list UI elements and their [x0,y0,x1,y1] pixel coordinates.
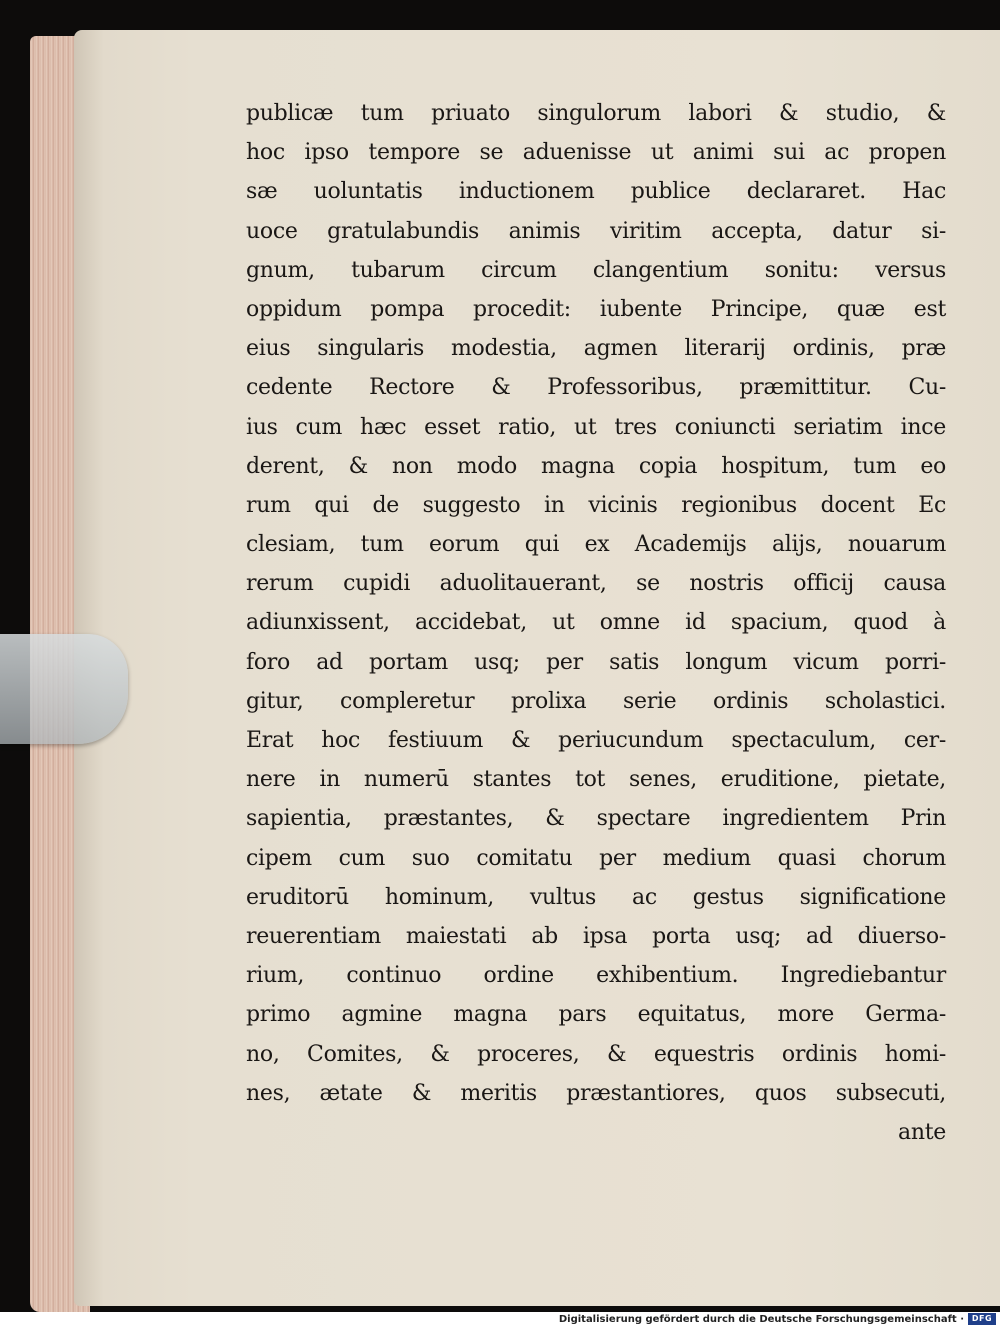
text-line: rium, continuo ordine exhibentium. Ingrediebantur [246,963,946,989]
text-line: primo agmine magna pars equitatus, more Germa- [246,1002,946,1028]
text-line: rum qui de suggesto in vicinis regionibus docent Ec [246,492,946,518]
text-line: derent, & non modo magna copia hospitum, tum eo [246,453,946,479]
text-line: nes, ætate & meritis præstantiores, quos subsecuti, [246,1080,946,1106]
page-marker-tab [0,634,128,744]
text-line: gitur, compleretur prolixa serie ordinis scholastici. [246,688,946,714]
digitization-footer [0,1312,1000,1327]
text-line: ius cum hæc esset ratio, ut tres coniuncti seriatim ince [246,414,946,440]
catchword: ante [898,1119,946,1145]
text-line: eius singularis modestia, agmen literarij ordinis, præ [246,336,946,362]
text-line: cipem cum suo comitatu per medium quasi chorum [246,845,946,871]
text-line: foro ad portam usq; per satis longum vicum porri- [246,649,946,675]
text-line: clesiam, tum eorum qui ex Academijs alijs, nouarum [246,532,946,558]
text-line: no, Comites, & proceres, & equestris ordinis homi- [246,1041,946,1067]
text-line: adiunxissent, accidebat, ut omne id spacium, quod à [246,610,946,636]
text-line: publicæ tum priuato singulorum labori & studio, & [246,101,946,126]
text-line: oppidum pompa procedit: iubente Principe, quæ est [246,296,946,322]
text-line: nere in numerū stantes tot senes, eruditione, pietate, [246,767,946,793]
text-line: eruditorū hominum, vultus ac gestus significatione [246,884,946,910]
dfg-logo: DFG [968,1313,996,1325]
funding-credit: Digitalisierung gefördert durch die Deutsche Forschungsgemeinschaft · [558,1314,964,1325]
text-line: sapientia, præstantes, & spectare ingredientem Prin [246,806,946,832]
text-line: gnum, tubarum circum clangentium sonitu: versus [246,257,946,283]
page-text [246,94,946,1152]
text-line: cedente Rectore & Professoribus, præmittitur. Cu- [246,375,946,401]
text-line: Erat hoc festiuum & periucundum spectaculum, cer- [246,728,946,753]
text-line: sæ uoluntatis inductionem publice declararet. Hac [246,179,946,205]
text-line: hoc ipso tempore se aduenisse ut animi sui ac propen [246,140,946,166]
text-line: reuerentiam maiestati ab ipsa porta usq; ad diuerso- [246,923,946,949]
text-line: rerum cupidi aduolitauerant, se nostris officij causa [246,571,946,597]
text-line: uoce gratulabundis animis viritim accepta, datur si- [246,218,946,244]
